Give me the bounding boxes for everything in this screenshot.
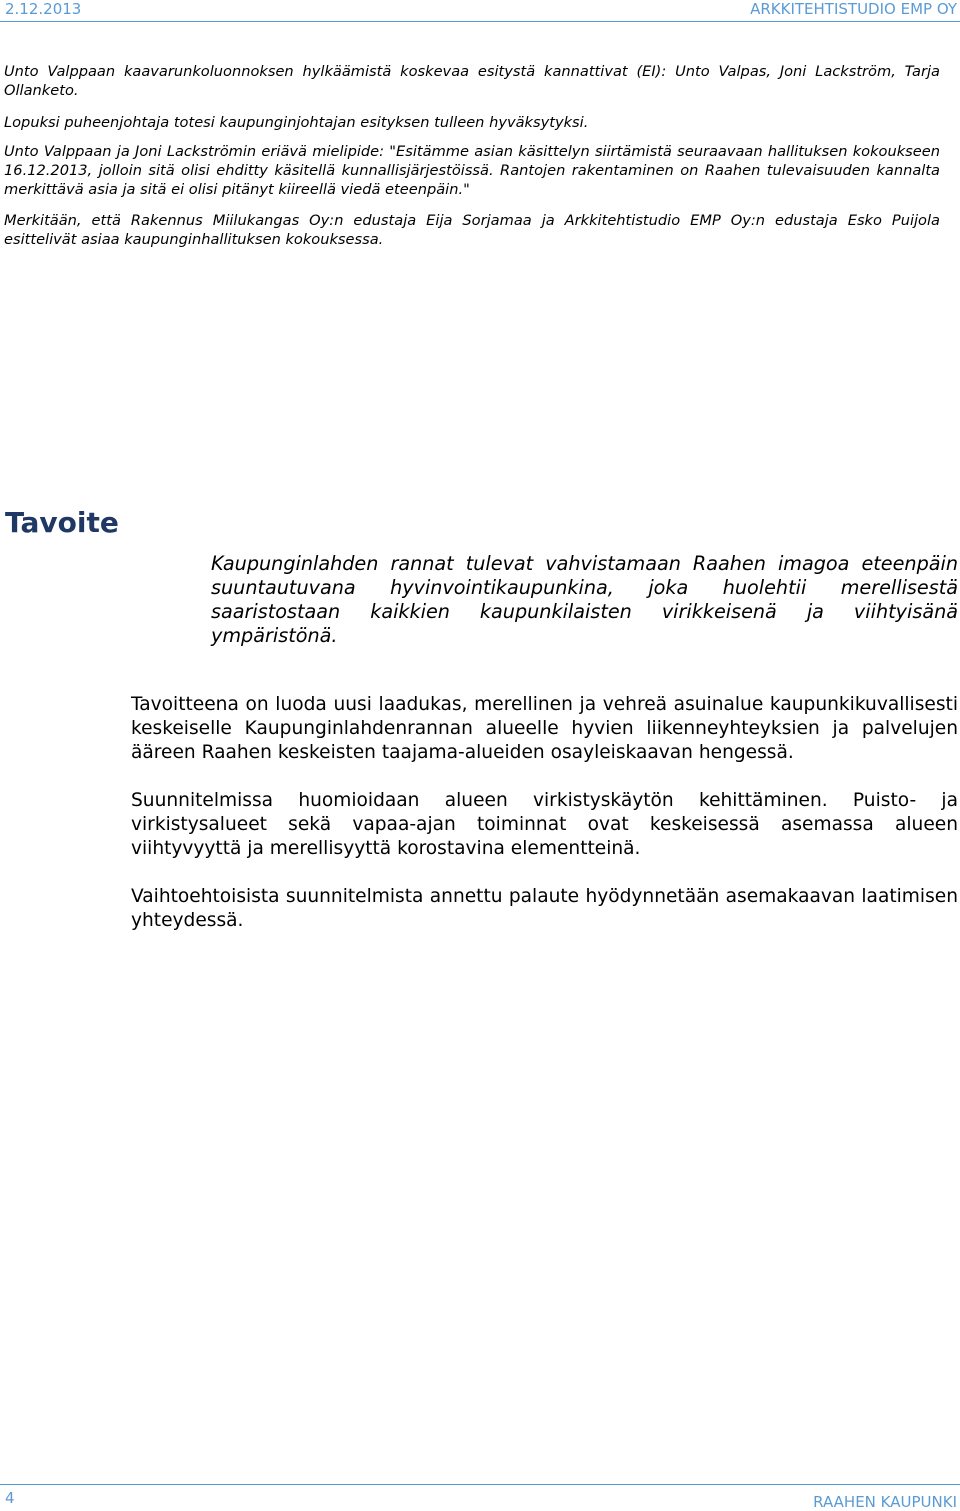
minutes-paragraph: [4, 113, 940, 132]
footer-organization: RAAHEN KAUPUNKI: [813, 1493, 957, 1511]
minutes-paragraph: [4, 62, 940, 100]
minutes-paragraph: [4, 142, 940, 199]
section-heading: Tavoite: [5, 506, 119, 539]
dissenting-opinion-text: Unto Valppaan ja Joni Lackströmin eriävä mielipide: "Esitämme asian käsittelyn siirtämistä seuraavaan hallituksen kokoukseen 16.12.2013, jolloin sitä olisi ehditty käsitellä kunnallisjärjestöissä. Rantojen rakentaminen on Raahen tulevaisuuden kannalta merkittävä asia ja sitä ei olisi pitänyt kiireellä viedä eteenpäin.": [4, 143, 940, 198]
header-divider: [0, 21, 960, 22]
body-paragraph-3: Vaihtoehtoisista suunnitelmista annettu palaute hyödynnetään asemakaavan laatimisen yhteydessä.: [131, 886, 958, 931]
page-number: 4: [5, 1489, 15, 1507]
goal-statement: Kaupunginlahden rannat tulevat vahvistamaan Raahen imagoa eteenpäin suuntautuvana hyvinvointikaupunkina, joka huolehtii merellisestä saaristostaan kaikkien kaupunkilaisten virikkeisenä ja viihtyisänä ympäristönä.: [211, 552, 958, 647]
minutes-text-1: Unto Valppaan kaavarunkoluonnoksen hylkäämistä koskevaa esitystä kannattivat (EI): Unto Valpas, Joni Lackström, Tarja Ollanketo.: [4, 63, 940, 99]
footer-divider: [0, 1484, 960, 1485]
header-date: 2.12.2013: [5, 0, 82, 18]
minutes-text-4: Merkitään, että Rakennus Miilukangas Oy:n edustaja Eija Sorjamaa ja Arkkitehtistudio EMP Oy:n edustaja Esko Puijola esittelivät asiaa kaupunginhallituksen kokouksessa.: [4, 212, 940, 248]
body-paragraph-1: Tavoitteena on luoda uusi laadukas, merellinen ja vehreä asuinalue kaupunkikuvallisesti keskeiselle Kaupunginlahdenrannan alueelle hyvien liikenneyhteyksien ja palvelujen ääreen Raahen keskeisten taajama-alueiden osayleiskaavan hengessä.: [131, 694, 958, 763]
minutes-text-2: Lopuksi puheenjohtaja totesi kaupunginjohtajan esityksen tulleen hyväksytyksi.: [4, 114, 589, 131]
body-paragraph-2: Suunnitelmissa huomioidaan alueen virkistyskäytön kehittäminen. Puisto- ja virkistysalueet sekä vapaa-ajan toiminnat ovat keskeisessä asemassa alueen viihtyvyyttä ja merellisyyttä korostavina elementteinä.: [131, 790, 958, 859]
minutes-paragraph: [4, 211, 940, 249]
header-company: ARKKITEHTISTUDIO EMP OY: [750, 0, 957, 18]
